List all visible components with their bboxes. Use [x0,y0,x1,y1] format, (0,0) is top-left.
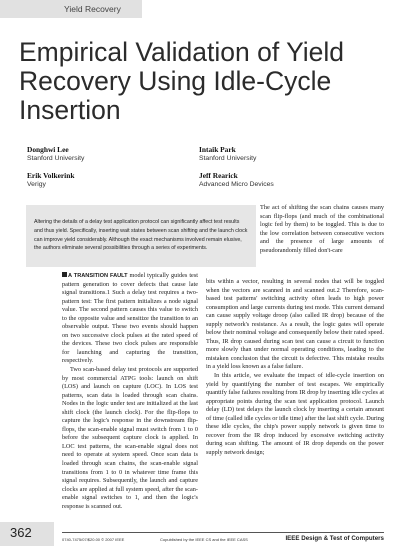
footer-publisher: Copublished by the IEEE CS and the IEEE CASS [160,537,248,542]
section-label: Yield Recovery [64,4,121,14]
footer-journal: IEEE Design & Test of Computers [285,535,384,542]
author-name: Jeff Rearick [199,171,238,180]
article-title: Empirical Validation of Yield Recovery Using Idle-Cycle Insertion [19,37,345,125]
body-paragraph: The act of shifting the scan chains causes many scan flip-flops (and much of the combinational logic fed by them) to be toggled. This is due to the low correlation between consecutive vectors and the presence of large amounts of pseudorandomly filled don't-care [260,204,384,254]
paragraph-text: model typically guides test pattern generation to cover defects that cause late signal transitions.1 Such a delay test requires a two-pattern test: The first pattern initializes a node signal value. The second pattern causes this value to switch to the opposite value and sensitize the transition to an observable output. These two events should happen on two successive clock pulses at the rated speed of the devices. These two clock pulses are responsible for launching and capturing the transition, respectively. [62,272,198,365]
author-name: Erik Volkerink [27,171,75,180]
body-paragraph: bits within a vector, resulting in several nodes that will be toggled when the vectors are scanned in and scanned out.2 Therefore, scan-based test patterns' switching activity often leads to high power consumption and large currents during test mode. This current demand can cause supply voltage droop (also called IR drop) because of the supply network's resistance. As a result, the logic gates will operate below their nominal voltage and consequently below their rated speed. Thus, IR drop caused during scan test can cause a circuit to function more slowly than under normal operating conditions, leading to the mistaken conclusion that the circuit is defective. This mistake results in a yield loss known as a false failure. [206,278,384,371]
body-paragraph [62,272,198,366]
author-block [199,145,379,163]
author-block [27,145,199,163]
author-block [199,171,379,189]
author-name: Intaik Park [199,145,236,154]
top-right-column [260,204,384,255]
author-block [27,171,199,189]
right-column [206,278,384,457]
footer-code: 0740-7475/07/$20.00 © 2007 IEEE [62,537,125,542]
author-affiliation: Stanford University [199,155,257,162]
abstract-box [26,205,256,267]
author-affiliation: Verigy [27,181,46,188]
page-number: 362 [10,525,32,540]
section-marker-icon [62,272,67,277]
run-in-heading: A TRANSITION FAULT [68,273,128,279]
author-affiliation: Advanced Micro Devices [199,181,274,188]
footer-rule [62,532,384,533]
body-paragraph: Two scan-based delay test protocols are supported by most commercial ATPG tools: launch on shift (LOS) and launch on capture (LOC). In LOS test patterns, scan data is loaded through scan chains. Nodes in the logic under test are initialized at the last shift clock (the launch clock). For the flip-flops to capture the logic's response in the downstream flip-flops, the scan-enable signal must switch from 1 to 0 before the subsequent capture clock is applied. In LOC test patterns, the scan-enable signal does not need to operate at system speed. Once scan data is loaded through scan chains, the scan-enable signal transitions from 1 to 0 in whatever time frame this signal requires. Subsequently, the launch and capture clocks are applied at full system speed, after the scan-enable signal switches to 1, and then the logic's response is scanned out. [62,366,198,510]
body-paragraph: In this article, we evaluate the impact of idle-cycle insertion on yield by quantifying the number of test escapes. We empirically quantify false failures resulting from IR drop by inserting idle cycles at appropriate points during the scan test application protocol. Launch delay (LD) test delays the launch clock by inserting a certain amount of time (called idle cycles or idle time) after the last shift cycle. During these idle cycles, the chip's power supply network is given time to recover from the IR drop induced by excessive switching activity during scan shifting. The amount of IR drop depends on the power supply network design; [206,372,384,456]
author-affiliation: Stanford University [27,155,85,162]
abstract-text: Altering the details of a delay test application protocol can significantly affect test results and thus yield. Specifically, inserting wait states between scan shifting and the launch clock can improve yield considerably. Although the exact mechanisms involved remain elusive, the authors eliminate several possibilities through a series of experiments. [34,219,248,252]
author-name: Donghwi Lee [27,145,69,154]
author-list [27,145,387,189]
left-column [62,272,198,511]
